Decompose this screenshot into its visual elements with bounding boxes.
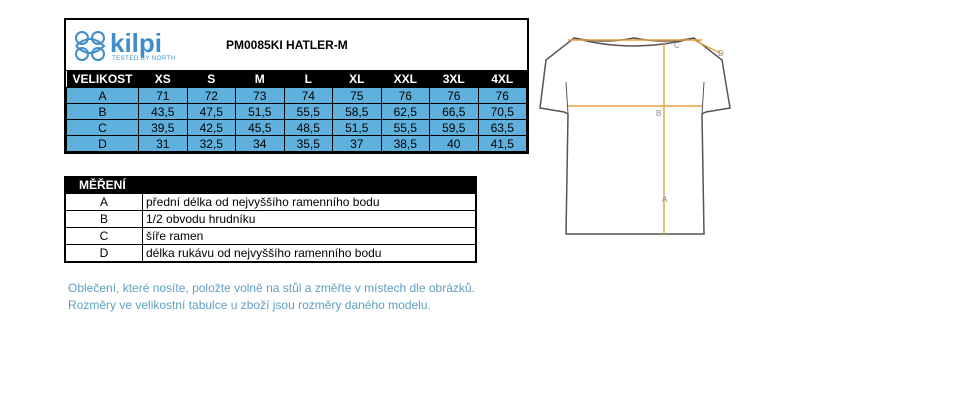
- table-cell: 51,5: [236, 104, 285, 120]
- table-cell: 70,5: [478, 104, 527, 120]
- table-cell: 66,5: [430, 104, 479, 120]
- table-cell: 40: [430, 136, 479, 152]
- table-cell: 32,5: [187, 136, 236, 152]
- table-cell: 58,5: [333, 104, 382, 120]
- table-row: [67, 88, 527, 104]
- size-header: XXL: [381, 71, 430, 88]
- table-cell: 75: [333, 88, 382, 104]
- table-cell: 72: [187, 88, 236, 104]
- table-cell: 38,5: [381, 136, 430, 152]
- table-cell: 51,5: [333, 120, 382, 136]
- table-cell: 55,5: [381, 120, 430, 136]
- table-cell: 55,5: [284, 104, 333, 120]
- table-cell: 76: [430, 88, 479, 104]
- table-cell: 59,5: [430, 120, 479, 136]
- table-cell: 63,5: [478, 120, 527, 136]
- measurement-description: délka rukávu od nejvyššího ramenního bodu: [143, 245, 476, 262]
- measurement-table: [65, 193, 476, 262]
- table-cell: 48,5: [284, 120, 333, 136]
- table-cell: 71: [139, 88, 188, 104]
- table-cell: 74: [284, 88, 333, 104]
- size-header: S: [187, 71, 236, 88]
- measurement-title: MĚŘENÍ: [65, 177, 476, 193]
- measurement-description: 1/2 obvodu hrudníku: [143, 211, 476, 228]
- measurement-description: šíře ramen: [143, 228, 476, 245]
- instruction-line: Oblečení, které nosíte, položte volně na stůl a změřte v místech dle obrázků.: [68, 281, 475, 295]
- brand-name: kilpi: [110, 28, 163, 58]
- table-cell: 47,5: [187, 104, 236, 120]
- table-cell: 76: [478, 88, 527, 104]
- size-header: 4XL: [478, 71, 527, 88]
- table-cell: 62,5: [381, 104, 430, 120]
- table-cell: 41,5: [478, 136, 527, 152]
- size-header: L: [284, 71, 333, 88]
- measurement-letter: B: [66, 211, 143, 228]
- measurement-letter: C: [66, 228, 143, 245]
- measurement-letter: D: [66, 245, 143, 262]
- table-row: [67, 136, 527, 152]
- label-c: C: [674, 41, 680, 50]
- table-cell: 34: [236, 136, 285, 152]
- table-row: [66, 245, 476, 262]
- label-d: D: [718, 49, 724, 58]
- row-label: B: [67, 104, 139, 120]
- table-cell: 39,5: [139, 120, 188, 136]
- table-cell: 35,5: [284, 136, 333, 152]
- table-cell: 45,5: [236, 120, 285, 136]
- measurement-legend: [64, 176, 477, 263]
- measurement-letter: A: [66, 194, 143, 211]
- instruction-line: Rozměry ve velikostní tabulce u zboží jsou rozměry daného modelu.: [68, 298, 431, 312]
- measurement-description: přední délka od nejvyššího ramenního bodu: [143, 194, 476, 211]
- table-cell: 43,5: [139, 104, 188, 120]
- table-cell: 31: [139, 136, 188, 152]
- table-cell: 42,5: [187, 120, 236, 136]
- row-label: D: [67, 136, 139, 152]
- table-cell: 76: [381, 88, 430, 104]
- table-row: [67, 120, 527, 136]
- row-label: A: [67, 88, 139, 104]
- tshirt-diagram: [534, 26, 734, 246]
- table-row: [66, 211, 476, 228]
- label-a: A: [662, 195, 668, 204]
- model-title: PM0085KI HATLER-M: [226, 38, 348, 52]
- size-chart: [64, 18, 529, 154]
- size-table: [66, 71, 527, 152]
- size-header: M: [236, 71, 285, 88]
- table-row: [66, 194, 476, 211]
- size-header: XS: [139, 71, 188, 88]
- size-header-row: [67, 71, 527, 88]
- size-header: 3XL: [430, 71, 479, 88]
- tshirt-outline: [540, 38, 730, 234]
- size-corner-label: VELIKOST: [67, 71, 139, 88]
- table-cell: 73: [236, 88, 285, 104]
- table-row: [66, 228, 476, 245]
- table-cell: 37: [333, 136, 382, 152]
- row-label: C: [67, 120, 139, 136]
- label-b: B: [656, 109, 662, 118]
- instructions: [68, 280, 475, 314]
- size-header: XL: [333, 71, 382, 88]
- size-chart-header: [66, 20, 527, 71]
- brand-tagline: TESTED BY NORTH: [112, 56, 176, 62]
- table-row: [67, 104, 527, 120]
